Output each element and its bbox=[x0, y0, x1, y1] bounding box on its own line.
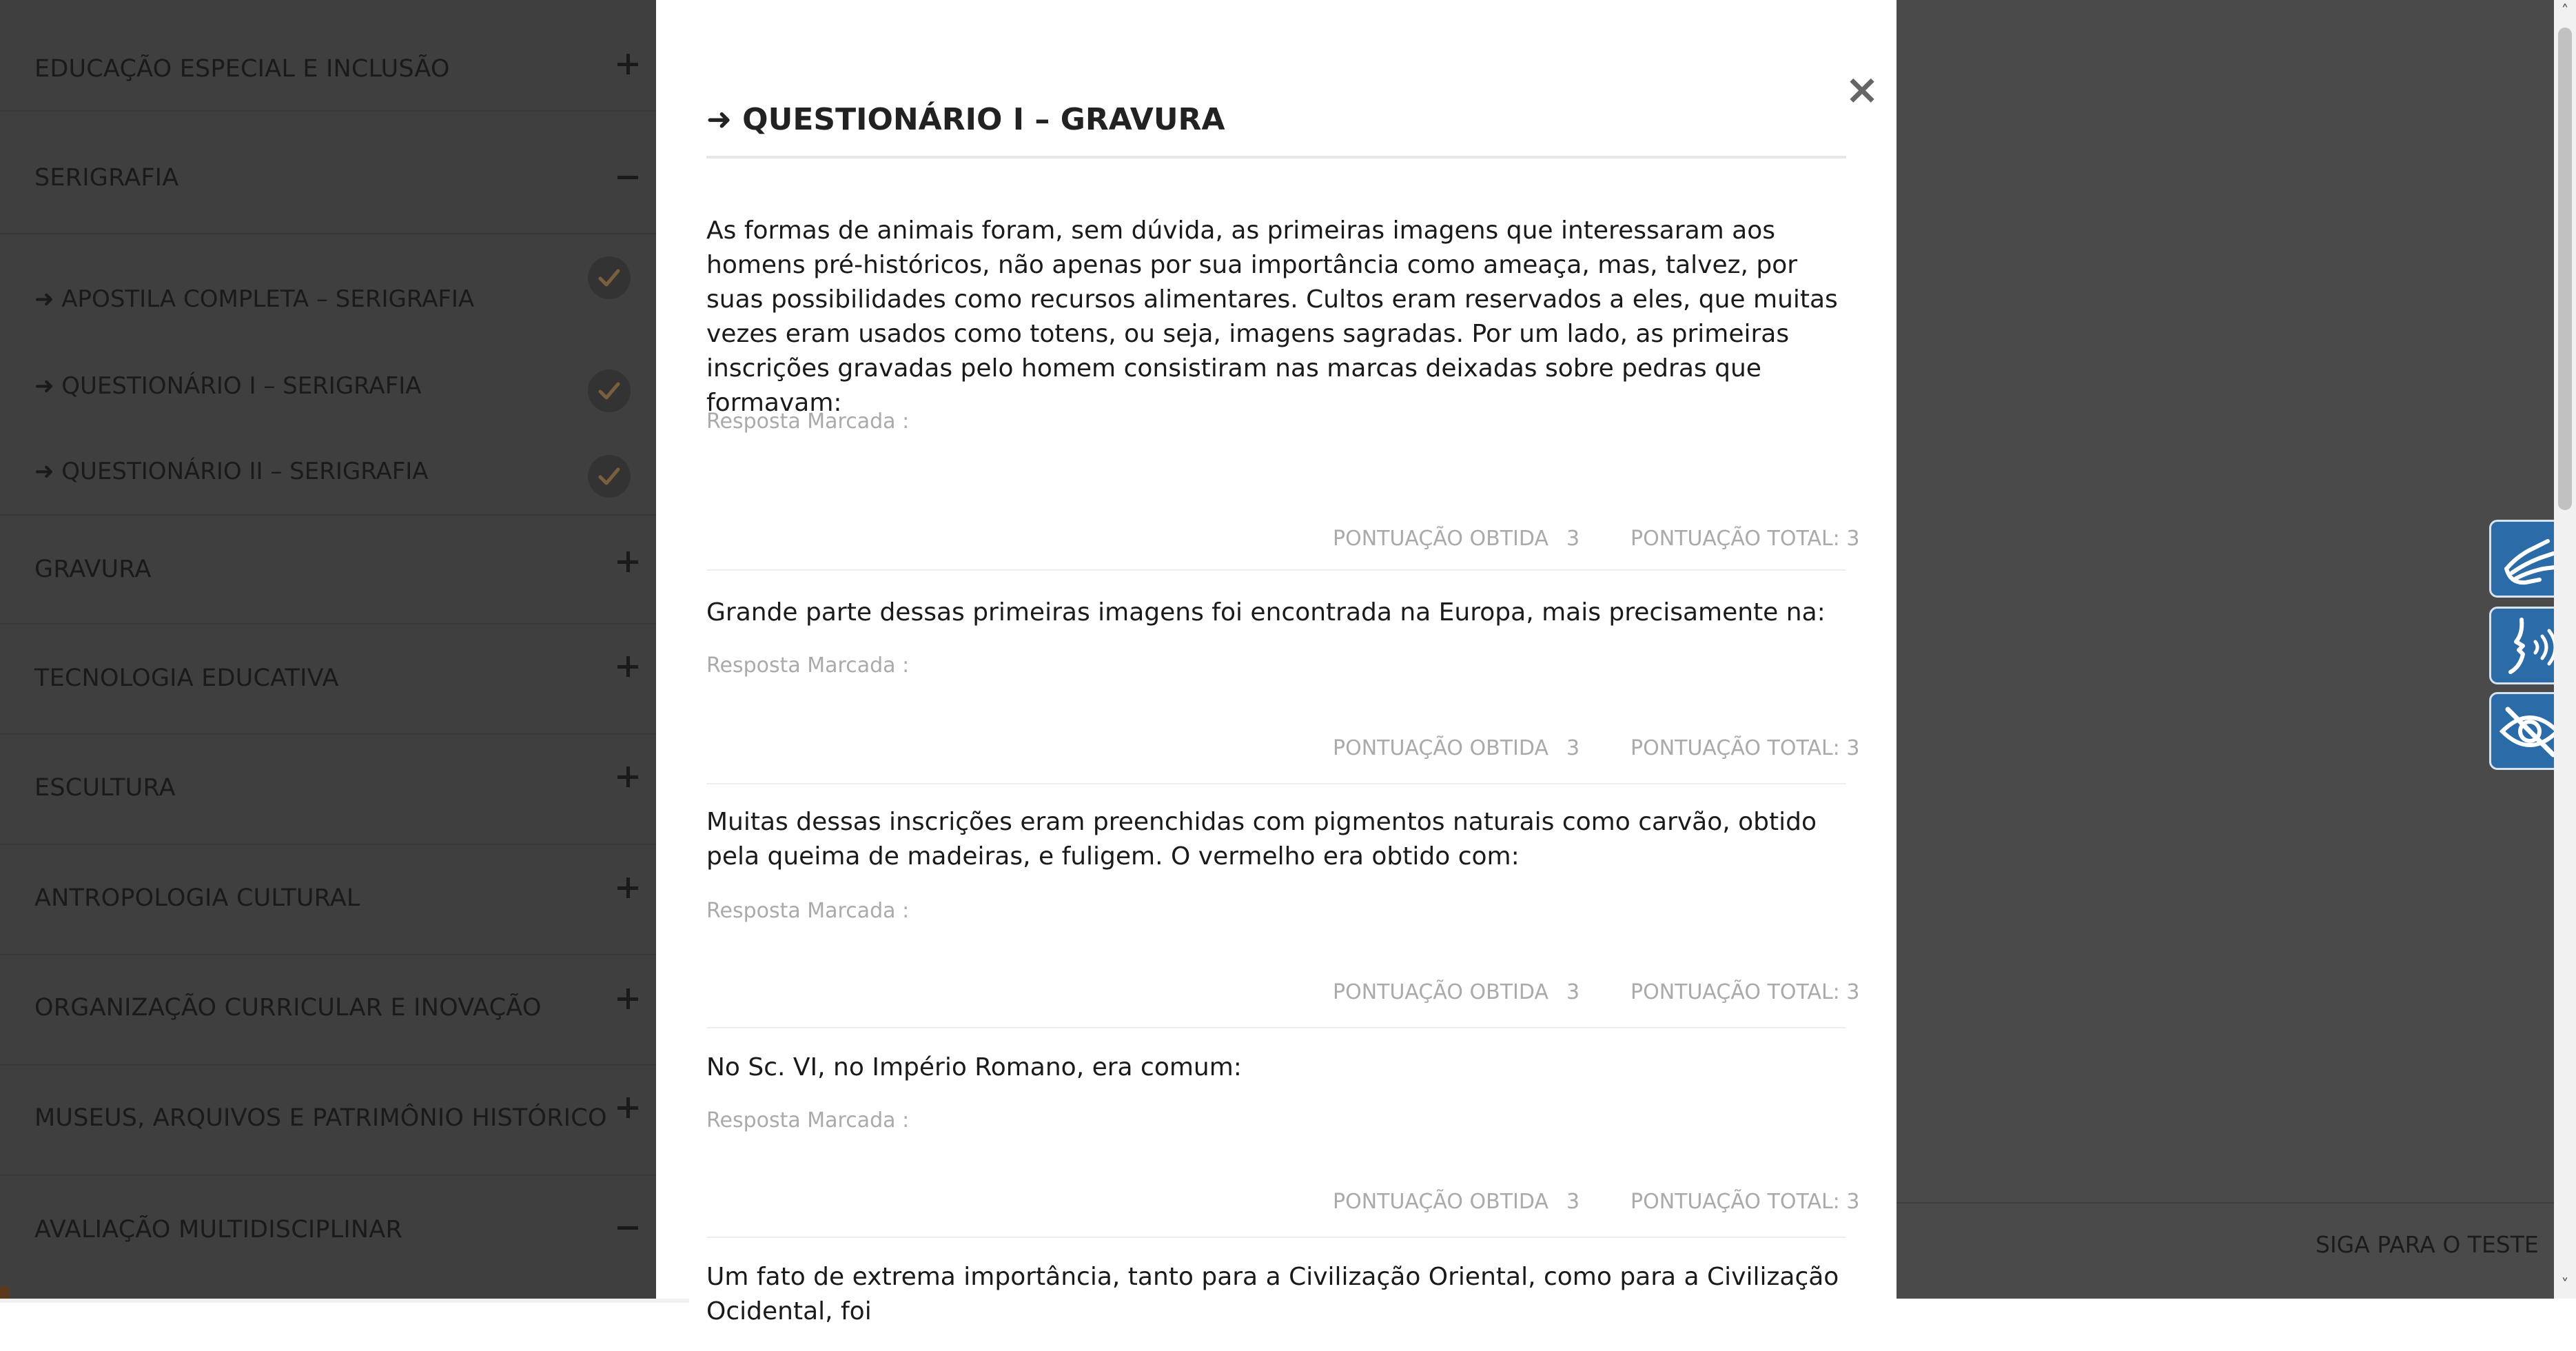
check-icon bbox=[588, 455, 631, 498]
score-obtained-label: PONTUAÇÃO OBTIDA bbox=[1333, 736, 1548, 760]
question-divider bbox=[706, 569, 1846, 571]
question-text: Muitas dessas inscrições eram preenchidas com pigmentos naturais como carvão, obtido pela queima de madeiras, e fuligem. O vermelho era obtido com: bbox=[706, 808, 1817, 871]
plus-icon[interactable] bbox=[617, 656, 638, 677]
course-sidebar bbox=[0, 0, 656, 1299]
sidebar-subitem-label: ➜ APOSTILA COMPLETA – SERIGRAFIA bbox=[34, 285, 475, 313]
question-divider bbox=[706, 1237, 1846, 1238]
score-obtained-value: 3 bbox=[1566, 527, 1580, 551]
score-obtained-value: 3 bbox=[1566, 980, 1580, 1004]
sidebar-section-tecnologia-educativa[interactable] bbox=[0, 624, 656, 735]
question-divider bbox=[706, 1027, 1846, 1028]
scrollbar-thumb[interactable] bbox=[2558, 28, 2572, 510]
audio-reader-icon bbox=[2498, 614, 2562, 678]
minus-icon[interactable] bbox=[617, 1217, 638, 1238]
sidebar-section-serigrafia[interactable] bbox=[0, 112, 656, 234]
sidebar-section-gravura[interactable] bbox=[0, 514, 656, 624]
score-obtained-label: PONTUAÇÃO OBTIDA bbox=[1333, 980, 1548, 1004]
plus-icon[interactable] bbox=[617, 1097, 638, 1118]
sidebar-subitem-label: ➜ QUESTIONÁRIO I – SERIGRAFIA bbox=[34, 372, 422, 400]
question-text: Grande parte dessas primeiras imagens foi encontrada na Europa, mais precisamente na: bbox=[706, 598, 1826, 627]
plus-icon[interactable] bbox=[617, 877, 638, 898]
sidebar-section-museus[interactable] bbox=[0, 1066, 656, 1176]
sidebar-section-label: GRAVURA bbox=[34, 556, 152, 583]
plus-icon[interactable] bbox=[617, 766, 638, 787]
score-total: PONTUAÇÃO TOTAL: 3 bbox=[1631, 1190, 1860, 1214]
sidebar-section-escultura[interactable] bbox=[0, 735, 656, 845]
check-icon bbox=[588, 369, 631, 412]
scroll-down-icon[interactable]: ˅ bbox=[2561, 1277, 2569, 1294]
sidebar-section-avaliacao[interactable] bbox=[0, 1176, 656, 1299]
question-text: Um fato de extrema importância, tanto para a Civilização Oriental, como para a Civilização Ocidental, foi bbox=[706, 1263, 1839, 1325]
sign-language-icon bbox=[2498, 527, 2562, 591]
page-bottom-mark bbox=[0, 1286, 10, 1299]
sidebar-section-educacao-especial[interactable] bbox=[0, 0, 656, 112]
quiz-results-modal bbox=[656, 0, 1897, 1325]
next-test-button[interactable]: SIGA PARA O TESTE bbox=[2316, 1231, 2539, 1258]
score-obtained-label: PONTUAÇÃO OBTIDA bbox=[1333, 527, 1548, 551]
sidebar-section-label: TECNOLOGIA EDUCATIVA bbox=[34, 664, 339, 692]
score-obtained-label: PONTUAÇÃO OBTIDA bbox=[1333, 1190, 1548, 1214]
sidebar-section-antropologia[interactable] bbox=[0, 845, 656, 955]
question-text: No Sc. VI, no Império Romano, era comum: bbox=[706, 1053, 1242, 1081]
sidebar-subitem-label: ➜ QUESTIONÁRIO II – SERIGRAFIA bbox=[34, 458, 429, 485]
score-total: PONTUAÇÃO TOTAL: 3 bbox=[1631, 736, 1860, 760]
low-vision-icon bbox=[2498, 700, 2562, 763]
title-divider bbox=[706, 156, 1846, 159]
score-obtained-value: 3 bbox=[1566, 736, 1580, 760]
score-total: PONTUAÇÃO TOTAL: 3 bbox=[1631, 980, 1860, 1004]
sidebar-section-label: EDUCAÇÃO ESPECIAL E INCLUSÃO bbox=[34, 55, 450, 83]
sidebar-section-label: MUSEUS, ARQUIVOS E PATRIMÔNIO HISTÓRICO bbox=[34, 1104, 607, 1132]
response-label: Resposta Marcada : bbox=[706, 1108, 910, 1132]
plus-icon[interactable] bbox=[617, 988, 638, 1009]
sidebar-section-label: ANTROPOLOGIA CULTURAL bbox=[34, 884, 360, 912]
scroll-up-icon[interactable]: ˄ bbox=[2561, 3, 2569, 20]
sidebar-section-label: ORGANIZAÇÃO CURRICULAR E INOVAÇÃO bbox=[34, 994, 542, 1022]
response-label: Resposta Marcada : bbox=[706, 409, 910, 434]
question-text: As formas de animais foram, sem dúvida, as primeiras imagens que interessaram aos homens pré-históricos, não apenas por sua importância como ameaça, mas, talvez, por suas possibilidades como recursos alimentares. Cultos eram reservados a eles, que muitas vezes eram usados como totens, ou seja, imagens sagradas. Por um lado, as primeiras inscrições gravadas pelo homem consistiram nas marcas deixadas sobre pedras que formavam: bbox=[706, 216, 1838, 417]
question-divider bbox=[706, 783, 1846, 784]
response-label: Resposta Marcada : bbox=[706, 899, 910, 923]
score-total: PONTUAÇÃO TOTAL: 3 bbox=[1631, 527, 1860, 551]
sidebar-section-label: SERIGRAFIA bbox=[34, 164, 179, 192]
modal-title: ➜ QUESTIONÁRIO I – GRAVURA bbox=[706, 102, 1225, 137]
sidebar-section-label: ESCULTURA bbox=[34, 774, 176, 802]
plus-icon[interactable] bbox=[617, 54, 638, 74]
plus-icon[interactable] bbox=[617, 551, 638, 572]
sidebar-section-label: AVALIAÇÃO MULTIDISCIPLINAR bbox=[34, 1216, 402, 1243]
score-obtained-value: 3 bbox=[1566, 1190, 1580, 1214]
close-icon[interactable]: × bbox=[1844, 65, 1880, 114]
minus-icon[interactable] bbox=[617, 167, 638, 187]
check-icon bbox=[588, 256, 631, 299]
response-label: Resposta Marcada : bbox=[706, 653, 910, 678]
page-bottom-strip bbox=[0, 1299, 689, 1303]
sidebar-section-organizacao-curricular[interactable] bbox=[0, 955, 656, 1066]
